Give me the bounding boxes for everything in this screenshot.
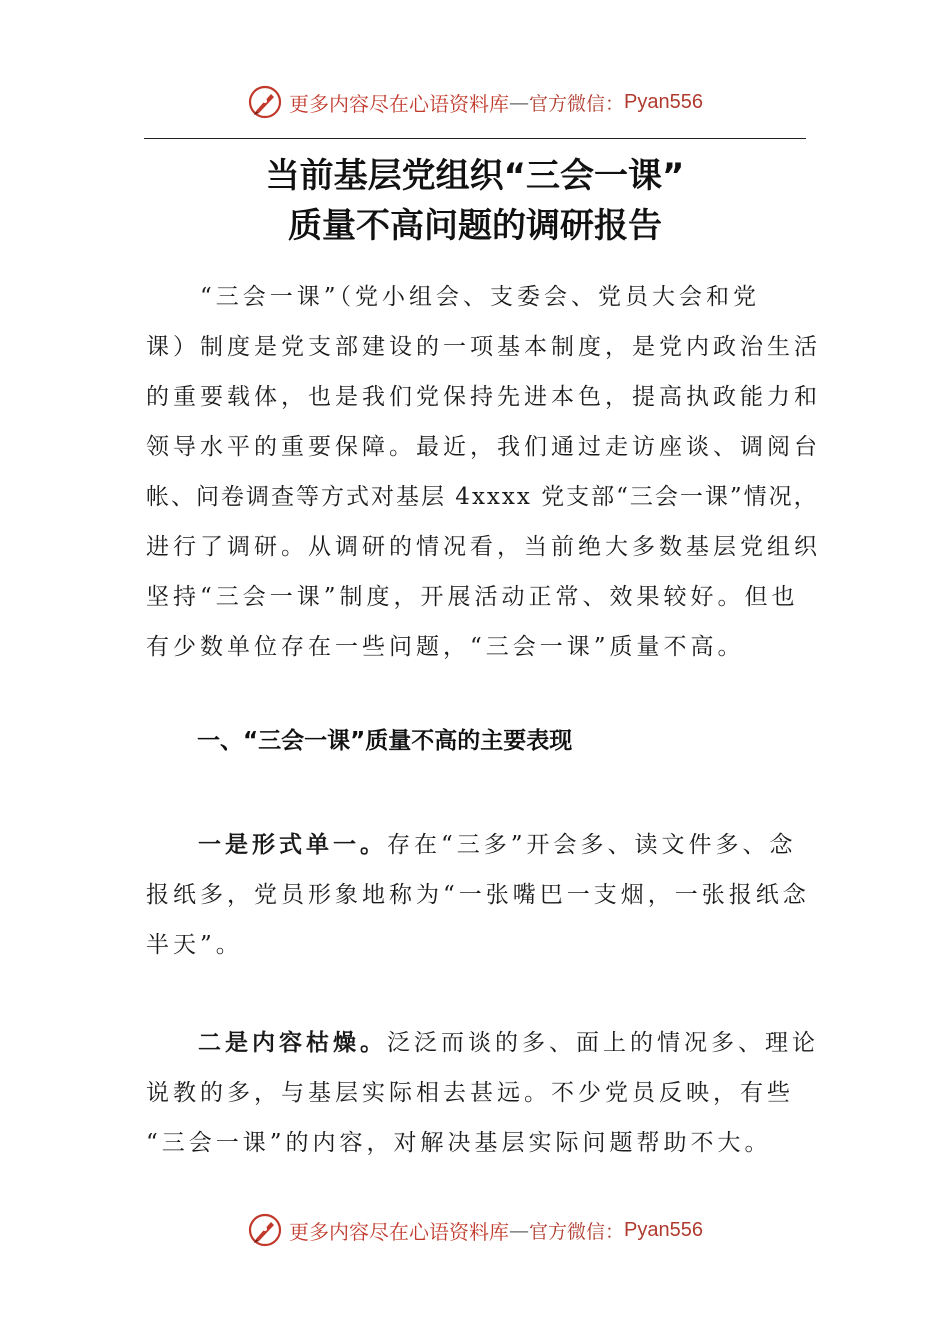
point-line — [146, 820, 806, 870]
point-text: 泛泛而谈的多、面上的情况多、理论 — [387, 1030, 819, 1056]
point-paragraph-1 — [146, 820, 810, 970]
point-paragraph-2 — [146, 1018, 819, 1168]
section-heading: 一、“三会一课”质量不高的主要表现 — [197, 728, 573, 754]
header-banner — [0, 82, 950, 122]
banner-text: 更多内容尽在心语资料库 — [289, 1219, 509, 1244]
point-line — [146, 1018, 819, 1068]
point-line: “三会一课”的内容，对解决基层实际问题帮助不大。 — [146, 1130, 772, 1156]
intro-line: 进行了调研。从调研的情况看，当前绝大多数基层党组织 — [146, 534, 821, 560]
intro-line: “三会一课”（党小组会、支委会、党员大会和党 — [200, 284, 761, 310]
banner-dash: — — [509, 90, 529, 114]
intro-line: 坚持“三会一课”制度，开展活动正常、效果较好。但也 — [146, 584, 799, 610]
intro-paragraph — [146, 272, 821, 672]
banner-wechat-id: Pyan556 — [624, 90, 703, 113]
point-line: 报纸多，党员形象地称为“一张嘴巴一支烟，一张报纸念 — [146, 882, 810, 908]
intro-line: 帐、问卷调查等方式对基层 4xxxx 党支部“三会一课”情况， — [146, 484, 819, 510]
banner-wechat-id: Pyan556 — [624, 1218, 703, 1241]
header-divider — [144, 138, 806, 139]
point-line: 说教的多，与基层实际相去甚远。不少党员反映，有些 — [146, 1080, 794, 1106]
document-title-line1: 当前基层党组织“三会一课” — [265, 156, 685, 196]
document-title-line2: 质量不高问题的调研报告 — [288, 206, 662, 246]
footer-banner — [0, 1210, 950, 1250]
intro-line: 有少数单位存在一些问题，“三会一课”质量不高。 — [146, 634, 745, 660]
banner-text: 更多内容尽在心语资料库 — [289, 91, 509, 116]
banner-dash: — — [509, 1218, 529, 1242]
point-lead: 一是形式单一。 — [198, 832, 387, 858]
intro-line: 领导水平的重要保障。最近，我们通过走访座谈、调阅台 — [146, 434, 821, 460]
pen-logo-icon — [247, 1212, 283, 1248]
banner-wechat-label: 官方微信： — [529, 92, 625, 115]
banner-wechat-label: 官方微信： — [529, 1220, 625, 1243]
intro-line: 的重要载体，也是我们党保持先进本色，提高执政能力和 — [146, 384, 821, 410]
point-text: 存在“三多”开会多、读文件多、念 — [387, 832, 797, 858]
pen-logo-icon — [247, 84, 283, 120]
point-line: 半天”。 — [146, 932, 243, 958]
intro-line: 课）制度是党支部建设的一项基本制度，是党内政治生活 — [146, 334, 821, 360]
point-lead: 二是内容枯燥。 — [198, 1030, 387, 1056]
